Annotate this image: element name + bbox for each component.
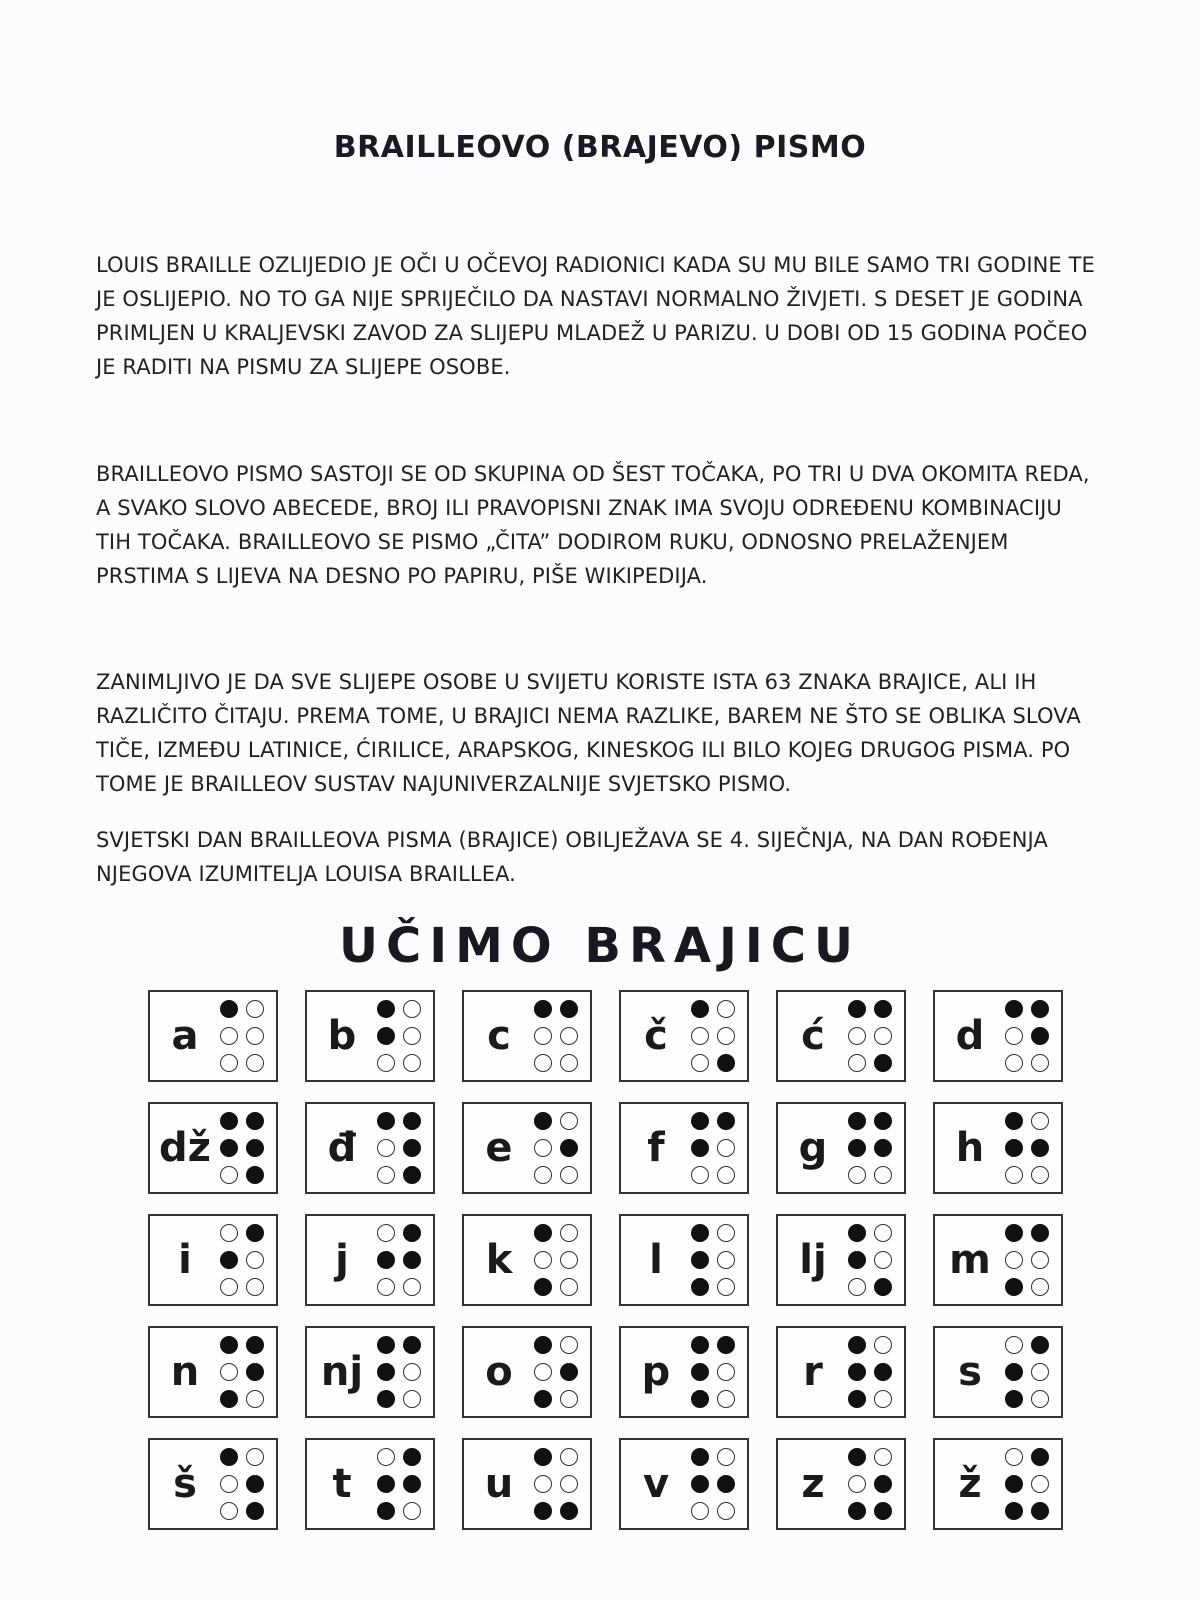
empty-dot (246, 1054, 264, 1072)
empty-dot (377, 1139, 395, 1157)
raised-dot (246, 1112, 264, 1130)
braille-letter: n (170, 1349, 200, 1395)
braille-letter: t (332, 1461, 352, 1507)
raised-dot (220, 1251, 238, 1269)
empty-dot (220, 1475, 238, 1493)
empty-dot (403, 1502, 421, 1520)
raised-dot (691, 1336, 709, 1354)
raised-dot (534, 1448, 552, 1466)
empty-dot (874, 1448, 892, 1466)
raised-dot (691, 1139, 709, 1157)
empty-dot (246, 1448, 264, 1466)
braille-letter: b (327, 1013, 357, 1059)
page-title: BRAILLEOVO (BRAJEVO) PISMO (333, 130, 867, 165)
raised-dot (1005, 1363, 1023, 1381)
braille-letter: ć (801, 1013, 825, 1059)
braille-cell (933, 1214, 1063, 1306)
empty-dot (874, 1027, 892, 1045)
raised-dot (1031, 1502, 1049, 1520)
empty-dot (1005, 1336, 1023, 1354)
raised-dot (848, 1363, 866, 1381)
empty-dot (560, 1054, 578, 1072)
raised-dot (534, 1112, 552, 1130)
braille-letter: s (958, 1349, 982, 1395)
raised-dot (1031, 1448, 1049, 1466)
empty-dot (874, 1166, 892, 1184)
empty-dot (560, 1112, 578, 1130)
raised-dot (534, 1278, 552, 1296)
empty-dot (874, 1224, 892, 1242)
raised-dot (1005, 1000, 1023, 1018)
braille-dots (691, 1336, 735, 1408)
raised-dot (691, 1363, 709, 1381)
raised-dot (691, 1448, 709, 1466)
braille-cell (462, 1214, 592, 1306)
raised-dot (1005, 1502, 1023, 1520)
paragraph-4: SVJETSKI DAN BRAILLEOVA PISMA (BRAJICE) OBILJEŽAVA SE 4. SIJEČNJA, NA DAN ROĐENJA NJEGOVA IZUMITELJA LOUISA BRAILLEA. (96, 828, 1048, 886)
empty-dot (1031, 1054, 1049, 1072)
raised-dot (1005, 1139, 1023, 1157)
braille-letter: i (178, 1237, 192, 1283)
braille-dots (848, 1000, 892, 1072)
braille-dots (1005, 1112, 1049, 1184)
empty-dot (560, 1027, 578, 1045)
empty-dot (220, 1224, 238, 1242)
empty-dot (560, 1224, 578, 1242)
raised-dot (874, 1000, 892, 1018)
empty-dot (403, 1278, 421, 1296)
braille-letter: j (335, 1237, 349, 1283)
braille-dots (377, 1000, 421, 1072)
empty-dot (717, 1448, 735, 1466)
paragraph-3: ZANIMLJIVO JE DA SVE SLIJEPE OSOBE U SVIJETU KORISTE ISTA 63 ZNAKA BRAJICE, ALI IH RAZLIČITO ČITAJU. PREMA TOME, U BRAJICI NEMA RAZLIKE, BAREM NE ŠTO SE OBLIKA SLOVA TIČE, IZMEĐU LATINICE, ĆIRILICE, ARAPSKOG, KINESKOG ILI BILO KOJEG DRUGOG PISMA. PO TOME JE BRAILLEOV SUSTAV NAJUNIVERZALNIJE SVJETSKO PISMO. (96, 670, 1081, 796)
braille-cell (305, 1214, 435, 1306)
raised-dot (1005, 1224, 1023, 1242)
empty-dot (377, 1278, 395, 1296)
raised-dot (377, 1251, 395, 1269)
empty-dot (403, 1054, 421, 1072)
braille-dots (1005, 1448, 1049, 1520)
raised-dot (220, 1139, 238, 1157)
braille-cell (305, 1438, 435, 1530)
raised-dot (246, 1475, 264, 1493)
empty-dot (1005, 1251, 1023, 1269)
braille-dots (691, 1112, 735, 1184)
braille-dots (1005, 1336, 1049, 1408)
braille-dots (220, 1336, 264, 1408)
raised-dot (560, 1363, 578, 1381)
braille-letter: m (949, 1237, 991, 1283)
empty-dot (1005, 1448, 1023, 1466)
braille-dots (534, 1000, 578, 1072)
raised-dot (874, 1112, 892, 1130)
raised-dot (874, 1139, 892, 1157)
braille-cell (462, 1102, 592, 1194)
raised-dot (246, 1166, 264, 1184)
braille-letter: a (171, 1013, 199, 1059)
braille-dots (848, 1112, 892, 1184)
braille-cell (933, 1326, 1063, 1418)
raised-dot (1031, 1000, 1049, 1018)
raised-dot (220, 1000, 238, 1018)
empty-dot (534, 1475, 552, 1493)
empty-dot (1031, 1278, 1049, 1296)
empty-dot (717, 1390, 735, 1408)
empty-dot (1005, 1166, 1023, 1184)
braille-cell (776, 1326, 906, 1418)
braille-cell (619, 1438, 749, 1530)
raised-dot (848, 1000, 866, 1018)
empty-dot (220, 1054, 238, 1072)
braille-letter: p (641, 1349, 671, 1395)
raised-dot (534, 1000, 552, 1018)
empty-dot (560, 1278, 578, 1296)
empty-dot (691, 1502, 709, 1520)
braille-letter: h (955, 1125, 985, 1171)
raised-dot (848, 1448, 866, 1466)
empty-dot (534, 1166, 552, 1184)
section-title: UČIMO BRAJICU (339, 918, 861, 974)
empty-dot (717, 1502, 735, 1520)
empty-dot (534, 1251, 552, 1269)
raised-dot (377, 1027, 395, 1045)
raised-dot (691, 1224, 709, 1242)
empty-dot (403, 1390, 421, 1408)
empty-dot (560, 1251, 578, 1269)
raised-dot (403, 1166, 421, 1184)
empty-dot (1031, 1363, 1049, 1381)
empty-dot (717, 1000, 735, 1018)
raised-dot (246, 1502, 264, 1520)
raised-dot (246, 1363, 264, 1381)
braille-dots (220, 1224, 264, 1296)
braille-cell (619, 1214, 749, 1306)
raised-dot (534, 1502, 552, 1520)
raised-dot (246, 1336, 264, 1354)
raised-dot (717, 1112, 735, 1130)
empty-dot (717, 1224, 735, 1242)
empty-dot (1031, 1475, 1049, 1493)
braille-dots (534, 1224, 578, 1296)
empty-dot (560, 1448, 578, 1466)
braille-dots (1005, 1224, 1049, 1296)
paragraph-2: BRAILLEOVO PISMO SASTOJI SE OD SKUPINA OD ŠEST TOČAKA, PO TRI U DVA OKOMITA REDA, A SVAKO SLOVO ABECEDE, BROJ ILI PRAVOPISNI ZNAK IMA SVOJU ODREĐENU KOMBINACIJU TIH TOČAKA. BRAILLEOVO SE PISMO „ČITA” DODIROM RUKU, ODNOSNO PRELAŽENJEM PRSTIMA S LIJEVA NA DESNO PO PAPIRU, PIŠE WIKIPEDIJA. (96, 462, 1090, 588)
empty-dot (534, 1027, 552, 1045)
raised-dot (220, 1448, 238, 1466)
empty-dot (848, 1027, 866, 1045)
raised-dot (377, 1112, 395, 1130)
empty-dot (220, 1278, 238, 1296)
braille-letter: v (642, 1461, 670, 1507)
braille-dots (377, 1112, 421, 1184)
empty-dot (1031, 1390, 1049, 1408)
raised-dot (1005, 1390, 1023, 1408)
empty-dot (1031, 1251, 1049, 1269)
raised-dot (848, 1390, 866, 1408)
empty-dot (246, 1251, 264, 1269)
empty-dot (691, 1054, 709, 1072)
braille-letter: k (485, 1237, 513, 1283)
raised-dot (874, 1363, 892, 1381)
empty-dot (220, 1363, 238, 1381)
raised-dot (1031, 1139, 1049, 1157)
empty-dot (848, 1475, 866, 1493)
empty-dot (717, 1363, 735, 1381)
raised-dot (560, 1502, 578, 1520)
braille-dots (377, 1336, 421, 1408)
braille-cell (462, 1326, 592, 1418)
raised-dot (377, 1502, 395, 1520)
raised-dot (1031, 1224, 1049, 1242)
empty-dot (874, 1251, 892, 1269)
braille-dots (534, 1112, 578, 1184)
empty-dot (377, 1448, 395, 1466)
braille-dots (691, 1224, 735, 1296)
raised-dot (691, 1112, 709, 1130)
braille-letter: e (485, 1125, 513, 1171)
raised-dot (848, 1112, 866, 1130)
empty-dot (220, 1166, 238, 1184)
raised-dot (377, 1363, 395, 1381)
raised-dot (246, 1139, 264, 1157)
empty-dot (848, 1054, 866, 1072)
raised-dot (691, 1000, 709, 1018)
raised-dot (691, 1278, 709, 1296)
braille-cell (148, 1438, 278, 1530)
braille-dots (377, 1448, 421, 1520)
raised-dot (848, 1336, 866, 1354)
raised-dot (403, 1336, 421, 1354)
braille-cell (776, 990, 906, 1082)
raised-dot (874, 1278, 892, 1296)
raised-dot (246, 1224, 264, 1242)
raised-dot (534, 1336, 552, 1354)
raised-dot (377, 1336, 395, 1354)
braille-cell (305, 990, 435, 1082)
empty-dot (246, 1000, 264, 1018)
braille-letter: č (644, 1013, 668, 1059)
raised-dot (403, 1224, 421, 1242)
raised-dot (848, 1224, 866, 1242)
raised-dot (848, 1251, 866, 1269)
empty-dot (534, 1054, 552, 1072)
empty-dot (560, 1166, 578, 1184)
braille-letter: z (801, 1461, 825, 1507)
empty-dot (377, 1054, 395, 1072)
braille-dots (691, 1448, 735, 1520)
empty-dot (848, 1166, 866, 1184)
braille-cell (462, 1438, 592, 1530)
braille-dots (1005, 1000, 1049, 1072)
braille-cell (776, 1214, 906, 1306)
raised-dot (1005, 1112, 1023, 1130)
braille-cell (776, 1438, 906, 1530)
raised-dot (403, 1251, 421, 1269)
braille-letter: f (647, 1125, 665, 1171)
braille-alphabet-grid (148, 990, 1068, 1530)
braille-cell (619, 990, 749, 1082)
braille-dots (220, 1112, 264, 1184)
raised-dot (403, 1139, 421, 1157)
empty-dot (246, 1390, 264, 1408)
raised-dot (560, 1139, 578, 1157)
empty-dot (534, 1363, 552, 1381)
braille-cell (305, 1102, 435, 1194)
raised-dot (403, 1448, 421, 1466)
raised-dot (848, 1502, 866, 1520)
raised-dot (377, 1000, 395, 1018)
raised-dot (403, 1112, 421, 1130)
raised-dot (534, 1390, 552, 1408)
braille-dots (691, 1000, 735, 1072)
braille-letter: š (173, 1461, 197, 1507)
empty-dot (1005, 1027, 1023, 1045)
braille-dots (848, 1336, 892, 1408)
raised-dot (1031, 1027, 1049, 1045)
raised-dot (717, 1336, 735, 1354)
braille-letter: r (803, 1349, 823, 1395)
empty-dot (1005, 1054, 1023, 1072)
empty-dot (717, 1166, 735, 1184)
raised-dot (691, 1251, 709, 1269)
empty-dot (560, 1336, 578, 1354)
empty-dot (246, 1027, 264, 1045)
raised-dot (220, 1336, 238, 1354)
braille-letter: ž (958, 1461, 982, 1507)
raised-dot (717, 1475, 735, 1493)
braille-cell (148, 990, 278, 1082)
braille-letter: d (955, 1013, 985, 1059)
empty-dot (246, 1278, 264, 1296)
raised-dot (691, 1475, 709, 1493)
raised-dot (220, 1112, 238, 1130)
braille-cell (933, 1102, 1063, 1194)
raised-dot (403, 1475, 421, 1493)
raised-dot (874, 1054, 892, 1072)
braille-cell (933, 990, 1063, 1082)
empty-dot (1031, 1112, 1049, 1130)
paragraph-1: LOUIS BRAILLE OZLIJEDIO JE OČI U OČEVOJ RADIONICI KADA SU MU BILE SAMO TRI GODINE TE JE OSLIJEPIO. NO TO GA NIJE SPRIJEČILO DA NASTAVI NORMALNO ŽIVJETI. S DESET JE GODINA PRIMLJEN U KRALJEVSKI ZAVOD ZA SLIJEPU MLADEŽ U PARIZU. U DOBI OD 15 GODINA POČEO JE RADITI NA PISMU ZA SLIJEPE OSOBE. (96, 253, 1095, 379)
raised-dot (874, 1502, 892, 1520)
braille-cell (148, 1326, 278, 1418)
empty-dot (717, 1027, 735, 1045)
braille-cell (619, 1326, 749, 1418)
empty-dot (691, 1027, 709, 1045)
braille-letter: đ (327, 1125, 357, 1171)
braille-dots (848, 1448, 892, 1520)
braille-letter: g (798, 1125, 828, 1171)
braille-dots (220, 1448, 264, 1520)
braille-cell (462, 990, 592, 1082)
empty-dot (377, 1166, 395, 1184)
raised-dot (874, 1475, 892, 1493)
braille-dots (377, 1224, 421, 1296)
braille-letter: l (649, 1237, 663, 1283)
empty-dot (717, 1139, 735, 1157)
empty-dot (874, 1390, 892, 1408)
empty-dot (403, 1363, 421, 1381)
braille-letter: nj (320, 1349, 364, 1395)
raised-dot (1005, 1475, 1023, 1493)
raised-dot (717, 1054, 735, 1072)
empty-dot (377, 1224, 395, 1242)
raised-dot (691, 1390, 709, 1408)
braille-dots (534, 1336, 578, 1408)
empty-dot (220, 1502, 238, 1520)
braille-dots (220, 1000, 264, 1072)
braille-dots (534, 1448, 578, 1520)
braille-cell (776, 1102, 906, 1194)
braille-letter: lj (799, 1237, 827, 1283)
braille-cell (148, 1102, 278, 1194)
empty-dot (403, 1000, 421, 1018)
raised-dot (534, 1224, 552, 1242)
braille-letter: u (484, 1461, 514, 1507)
empty-dot (560, 1390, 578, 1408)
empty-dot (560, 1475, 578, 1493)
empty-dot (534, 1139, 552, 1157)
braille-cell (933, 1438, 1063, 1530)
raised-dot (220, 1390, 238, 1408)
raised-dot (1005, 1278, 1023, 1296)
braille-cell (148, 1214, 278, 1306)
raised-dot (377, 1475, 395, 1493)
empty-dot (717, 1251, 735, 1269)
empty-dot (717, 1278, 735, 1296)
braille-letter: dž (159, 1125, 211, 1171)
braille-cell (619, 1102, 749, 1194)
braille-cell (305, 1326, 435, 1418)
empty-dot (403, 1027, 421, 1045)
raised-dot (560, 1000, 578, 1018)
empty-dot (220, 1027, 238, 1045)
raised-dot (377, 1390, 395, 1408)
empty-dot (874, 1336, 892, 1354)
braille-dots (848, 1224, 892, 1296)
empty-dot (691, 1166, 709, 1184)
braille-letter: c (487, 1013, 511, 1059)
raised-dot (1031, 1336, 1049, 1354)
braille-letter: o (485, 1349, 513, 1395)
empty-dot (1031, 1166, 1049, 1184)
empty-dot (848, 1278, 866, 1296)
raised-dot (848, 1139, 866, 1157)
